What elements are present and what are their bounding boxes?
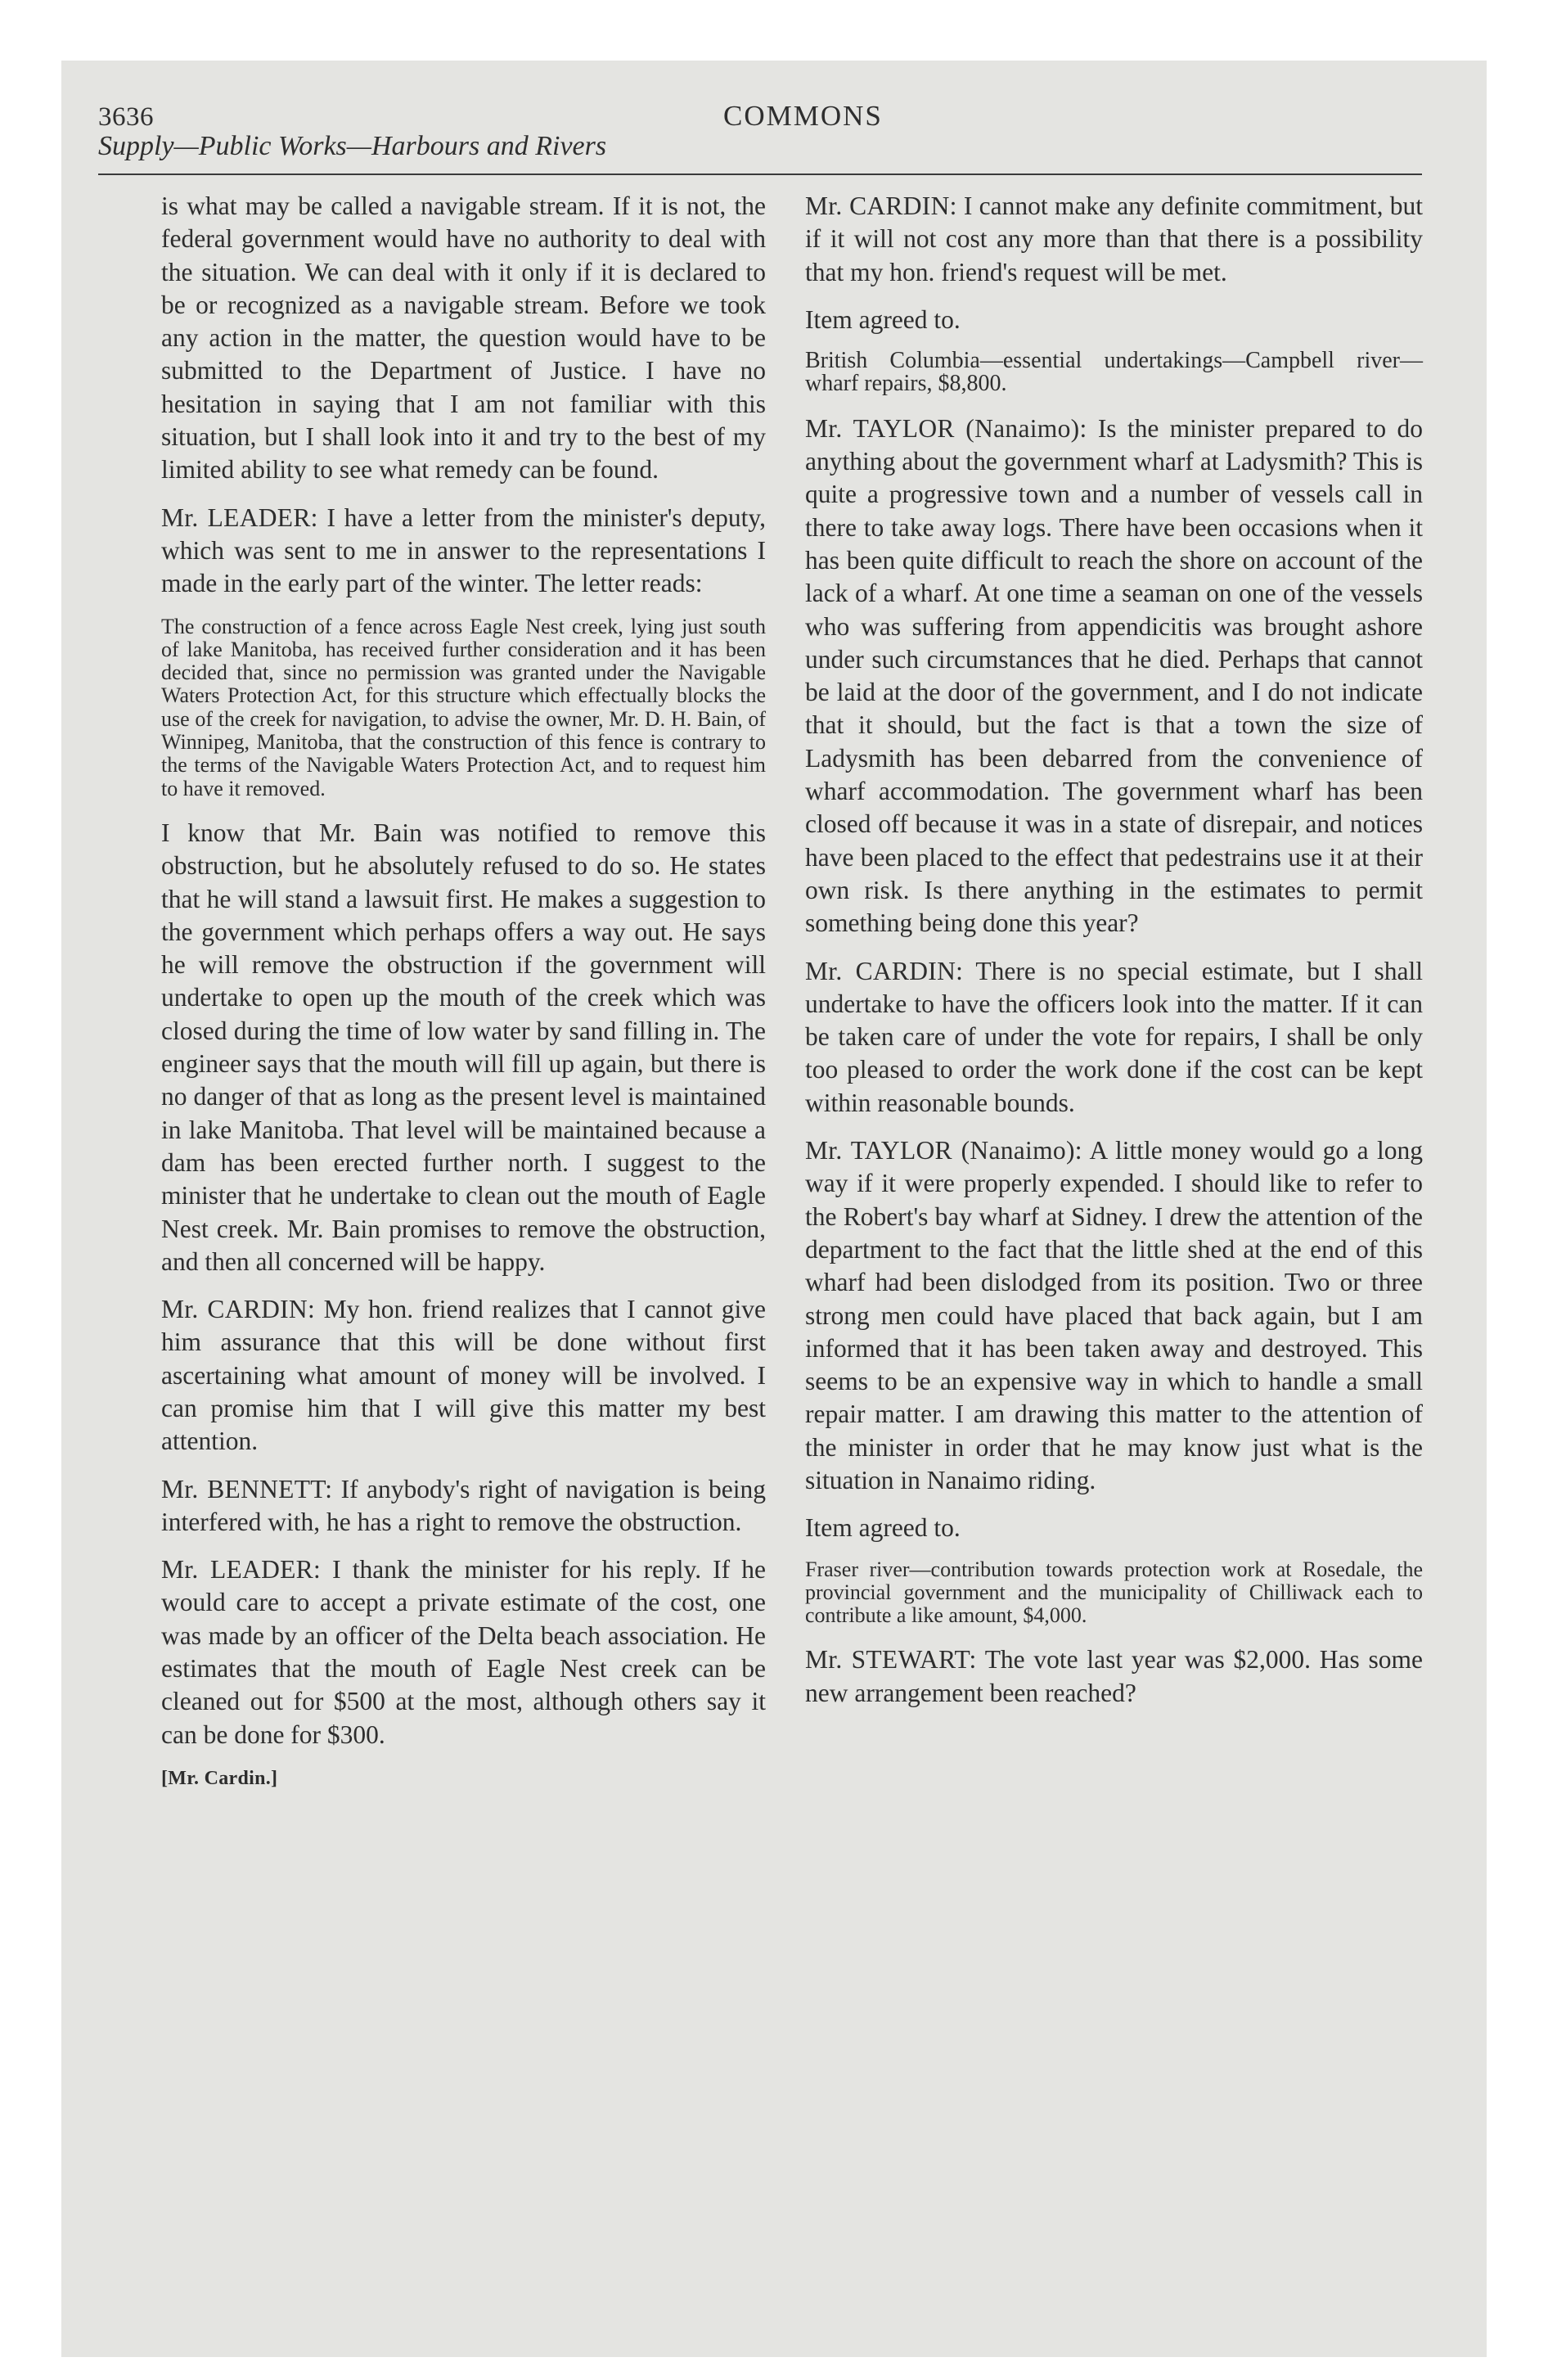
speaker-leader: Mr. LEADER: bbox=[161, 503, 318, 532]
speech-text: There is no special estimate, but I shall undertake to have the officers look into the matter. If it can be taken care of under the vote for repairs, I shall be only too pleased to order the work done if the cost can be kept within reasonable bounds. bbox=[805, 956, 1423, 1117]
chamber-title: COMMONS bbox=[723, 100, 883, 132]
speech-text: I have a letter from the minister's deputy, which was sent to me in answer to the representations I made in the early part of the winter. The letter reads: bbox=[161, 503, 767, 598]
speech-text: If anybody's right of navigation is being interfered with, he has a right to remove the obstruction. bbox=[161, 1474, 767, 1536]
quoted-letter: The construction of a fence across Eagle Nest creek, lying just south of lake Manitoba, has received further consideration and it has been decided that, since no permission was granted under the Navigable Waters Protection Act, for this structure which effectually blocks the use of the creek for navigation, to advise the owner, Mr. D. H. Bain, of Winnipeg, Manitoba, that the construction of this fence is contrary to the terms of the Navigable Waters Protection Act, and to request him to have it removed. bbox=[161, 614, 766, 800]
speaker-taylor: Mr. TAYLOR (Nanaimo): bbox=[805, 1136, 1082, 1165]
subject-heading: Supply—Public Works—Harbours and Rivers bbox=[98, 131, 607, 161]
left-paragraph-3: I know that Mr. Bain was notified to remove this obstruction, but he absolutely refused to do so. He states that he will stand a lawsuit first. He makes a suggestion to the government which perhaps offers a way out. He says he will remove the obstruction if the government will undertake to open up the mouth of the creek which was closed during the time of low water by sand filling in. The engineer says that the mouth will fill up again, but there is no danger of that as long as the present level is maintained in lake Manitoba. That level will be maintained because a dam has been erected further north. I suggest to the minister that he undertake to clean out the mouth of Eagle Nest creek. Mr. Bain promises to remove the obstruction, and then all concerned will be happy. bbox=[161, 818, 766, 1276]
right-paragraph-3 bbox=[805, 955, 1423, 1120]
speech-text: Is the minister prepared to do anything about the government wharf at Ladysmith? This is quite a progressive town and a number of vessels call in there to take away logs. There have been occasions when it has been quite difficult to reach the shore on account of the lack of a wharf. At one time a seaman on one of the vessels who was suffering from appendicitis was brought ashore under such circumstances that he died. Perhaps that cannot be laid at the door of the government, and I do not indicate that it should, but the fact is that a town the size of Ladysmith has been debarred from the convenience of wharf accommodation. The government wharf has been closed off because it was in a state of disrepair, and notices have been placed to the effect that pedestrains use it at their own risk. Is there anything in the estimates to permit something being done this year? bbox=[805, 413, 1423, 938]
item-agreed-2: Item agreed to. bbox=[805, 1513, 961, 1543]
vote-item-campbell-river: British Columbia—essential undertakings—Campbell river—wharf repairs, $8,800. bbox=[805, 348, 1423, 397]
speech-text: I thank the minister for his reply. If he would care to accept a private estimate of the cost, one was made by an officer of the Delta beach association. He estimates that the mouth of Eagle Nest creek can be cleaned out for $500 at the most, although others say it can be done for $300. bbox=[161, 1555, 767, 1749]
speaker-taylor: Mr. TAYLOR (Nanaimo): bbox=[805, 413, 1087, 443]
speaker-cardin: Mr. CARDIN: bbox=[805, 956, 964, 985]
speaker-stewart: Mr. STEWART: bbox=[805, 1645, 977, 1675]
right-paragraph-1 bbox=[805, 190, 1423, 289]
left-paragraph-2 bbox=[161, 502, 766, 601]
vote-item-fraser-river: Fraser river—contribution towards protection work at Rosedale, the provincial government and the municipality of Chilliwack each to contribute a like amount, $4,000. bbox=[805, 1557, 1423, 1628]
speaker-leader: Mr. LEADER: bbox=[161, 1555, 322, 1584]
right-paragraph-2 bbox=[805, 412, 1423, 940]
left-column bbox=[161, 190, 766, 1791]
left-paragraph-6 bbox=[161, 1553, 766, 1751]
speech-text: The vote last year was $2,000. Has some new arrangement been reached? bbox=[805, 1645, 1423, 1707]
left-paragraph-5 bbox=[161, 1473, 766, 1539]
item-agreed-1: Item agreed to. bbox=[805, 304, 961, 334]
speech-text: A little money would go a long way if it were properly expended. I should like to refer to the Robert's bay wharf at Sidney. I drew the attention of the department to the fact that the little shed at the end of this wharf had been dislodged from its position. Two or three strong men could have placed that back again, but I am informed that it has been taken away and destroyed. This seems to be an expensive way in which to handle a small repair matter. I am drawing this matter to the attention of the minister in order that he may know just what is the situation in Nanaimo riding. bbox=[805, 1136, 1424, 1494]
speech-text: My hon. friend realizes that I cannot give him assurance that this will be done without first ascertaining what amount of money will be involved. I can promise him that I will give this matter my best attention. bbox=[161, 1295, 766, 1456]
page-number: 3636 bbox=[98, 102, 154, 132]
left-paragraph-1: is what may be called a navigable stream. If it is not, the federal government would have no authority to deal with the situation. We can deal with it only if it is declared to be or recognized as a navigable stream. Before we took any action in the matter, the question would have to be submitted to the Department of Justice. I have no hesitation in saying that I am not familiar with this situation, but I shall look into it and try to the best of my limited ability to see what remedy can be found. bbox=[161, 192, 766, 485]
right-paragraph-4 bbox=[805, 1134, 1423, 1497]
speaker-footer-tag: [Mr. Cardin.] bbox=[161, 1767, 278, 1789]
speaker-cardin: Mr. CARDIN: bbox=[805, 192, 957, 220]
left-paragraph-4 bbox=[161, 1293, 766, 1458]
speaker-cardin: Mr. CARDIN: bbox=[161, 1295, 316, 1324]
right-paragraph-5 bbox=[805, 1643, 1423, 1710]
speaker-bennett: Mr. BENNETT: bbox=[161, 1474, 333, 1503]
right-column bbox=[805, 190, 1423, 1724]
header-divider bbox=[98, 174, 1422, 175]
speech-text: I cannot make any definite commitment, but if it will not cost any more than that there is a possibility that my hon. friend's request will be met. bbox=[805, 192, 1423, 286]
